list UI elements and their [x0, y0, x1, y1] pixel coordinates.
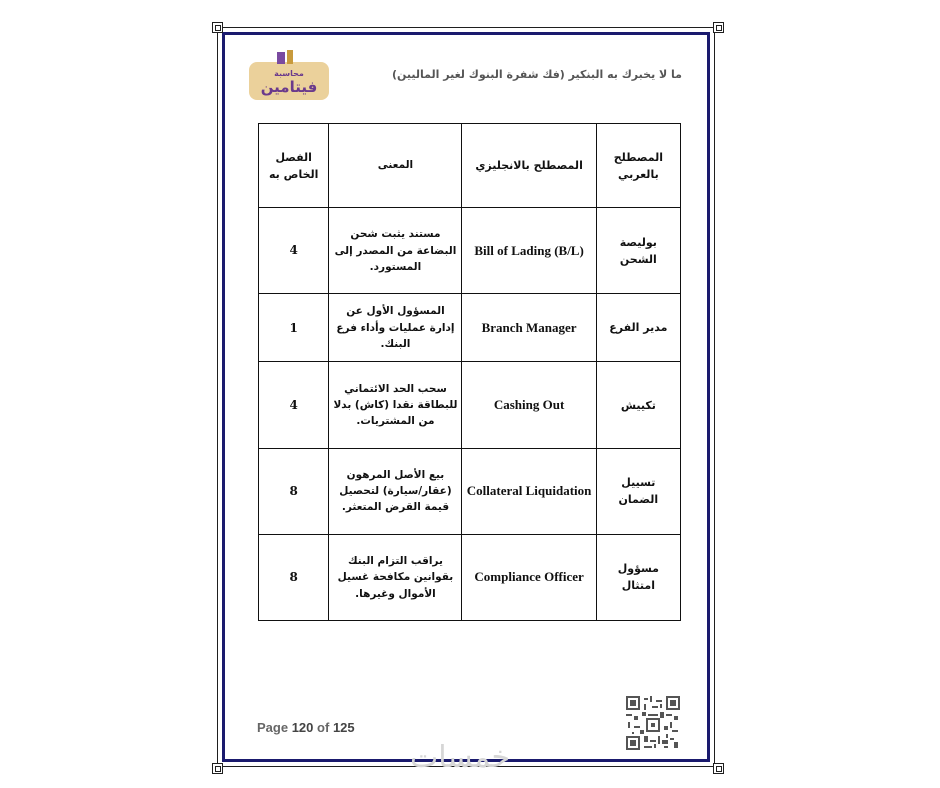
corner-ornament-bottom-right — [713, 763, 724, 774]
current-page-number: 120 — [291, 720, 314, 735]
row-arabic-term: مسؤول امتثال — [596, 534, 680, 620]
qr-code-icon — [626, 696, 680, 750]
corner-ornament-top-left — [212, 22, 223, 33]
watermark: خمسات — [410, 740, 511, 775]
table-row — [259, 534, 681, 620]
row-meaning: سحب الحد الائتماني للبطاقة نقدا (كاش) بدلا من المشتريات. — [329, 362, 462, 448]
page-number-footer — [257, 720, 355, 735]
row-english-term: Compliance Officer — [462, 534, 596, 620]
brand-logo — [247, 50, 331, 102]
table-header-row — [259, 124, 681, 208]
table-row — [259, 208, 681, 294]
row-english-term: Collateral Liquidation — [462, 448, 596, 534]
row-meaning: بيع الأصل المرهون (عقار/سيارة) لتحصيل قيمة القرض المتعثر. — [329, 448, 462, 534]
row-chapter: 4 — [259, 208, 329, 294]
of-label: of — [317, 720, 330, 735]
row-chapter: 1 — [259, 294, 329, 362]
row-arabic-term: مدير الفرع — [596, 294, 680, 362]
terms-table — [258, 123, 681, 621]
row-meaning: مستند يثبت شحن البضاعة من المصدر إلى المستورد. — [329, 208, 462, 294]
row-arabic-term: تسييل الضمان — [596, 448, 680, 534]
header-meaning: المعنى — [329, 124, 462, 208]
row-english-term: Branch Manager — [462, 294, 596, 362]
row-chapter: 8 — [259, 534, 329, 620]
row-meaning: المسؤول الأول عن إدارة عمليات وأداء فرع البنك. — [329, 294, 462, 362]
table-row — [259, 448, 681, 534]
total-pages: 125 — [332, 720, 355, 735]
row-meaning: يراقب التزام البنك بقوانين مكافحة غسيل الأموال وغيرها. — [329, 534, 462, 620]
table-row — [259, 362, 681, 448]
page-label: Page — [257, 720, 289, 735]
row-english-term: Cashing Out — [462, 362, 596, 448]
table-row — [259, 294, 681, 362]
row-arabic-term: تكييش — [596, 362, 680, 448]
row-english-term: Bill of Lading (B/L) — [462, 208, 596, 294]
corner-ornament-bottom-left — [212, 763, 223, 774]
header-arabic-term: المصطلح بالعربي — [596, 124, 680, 208]
header-english-term: المصطلح بالانجليزي — [462, 124, 596, 208]
logo-subtitle: محاسبة — [274, 69, 304, 78]
row-arabic-term: بوليصة الشحن — [596, 208, 680, 294]
running-header: ما لا يخبرك به البنكير (فك شفرة البنوك لغير الماليين) — [391, 68, 682, 81]
corner-ornament-top-right — [713, 22, 724, 33]
row-chapter: 8 — [259, 448, 329, 534]
row-chapter: 4 — [259, 362, 329, 448]
header-chapter: الفصل الخاص به — [259, 124, 329, 208]
logo-text: فيتامين — [260, 78, 318, 96]
